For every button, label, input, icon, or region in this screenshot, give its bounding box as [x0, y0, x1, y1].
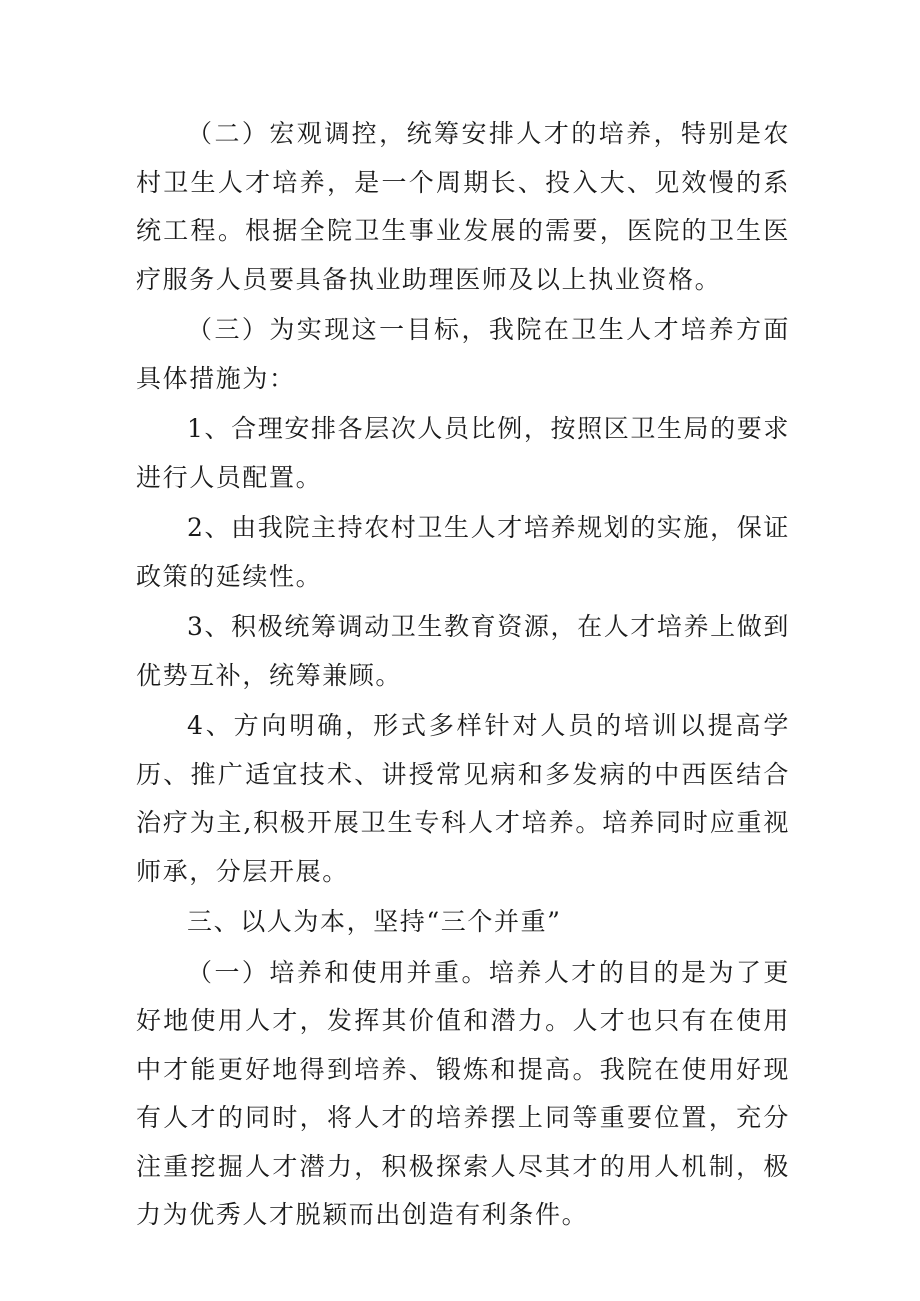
paragraph-item-3: 3、积极统筹调动卫生教育资源，在人才培养上做到优势互补，统筹兼顾。: [136, 612, 790, 690]
paragraph-item-2: 2、由我院主持农村卫生人才培养规划的实施，保证政策的延续性。: [136, 513, 790, 591]
document-body: [136, 110, 790, 1242]
section-heading-three: 三、以人为本，坚持“三个并重”: [187, 907, 562, 936]
paragraph-training-and-use: （一）培养和使用并重。培养人才的目的是为了更好地使用人才，发挥其价值和潜力。人才也只有在使用中才能更好地得到培养、锻炼和提高。我院在使用好现有人才的同时，将人才的培养摆上同等重要位置，充分注重挖掘人才潜力，积极探索人尽其才的用人机制，极力为优秀人才脱颖而出创造有利条件。: [136, 957, 790, 1229]
paragraph-macro-control: （二）宏观调控，统筹安排人才的培养，特别是农村卫生人才培养，是一个周期长、投入大、见效慢的系统工程。根据全院卫生事业发展的需要，医院的卫生医疗服务人员要具备执业助理医师及以上执业资格。: [136, 119, 790, 294]
paragraph-goal-measures: （三）为实现这一目标，我院在卫生人才培养方面具体措施为：: [136, 315, 790, 393]
paragraph-item-1: 1、合理安排各层次人员比例，按照区卫生局的要求进行人员配置。: [136, 414, 790, 492]
paragraph-item-4: 4、方向明确，形式多样针对人员的培训以提高学历、推广适宜技术、讲授常见病和多发病的中西医结合治疗为主,积极开展卫生专科人才培养。培养同时应重视师承，分层开展。: [136, 711, 790, 886]
